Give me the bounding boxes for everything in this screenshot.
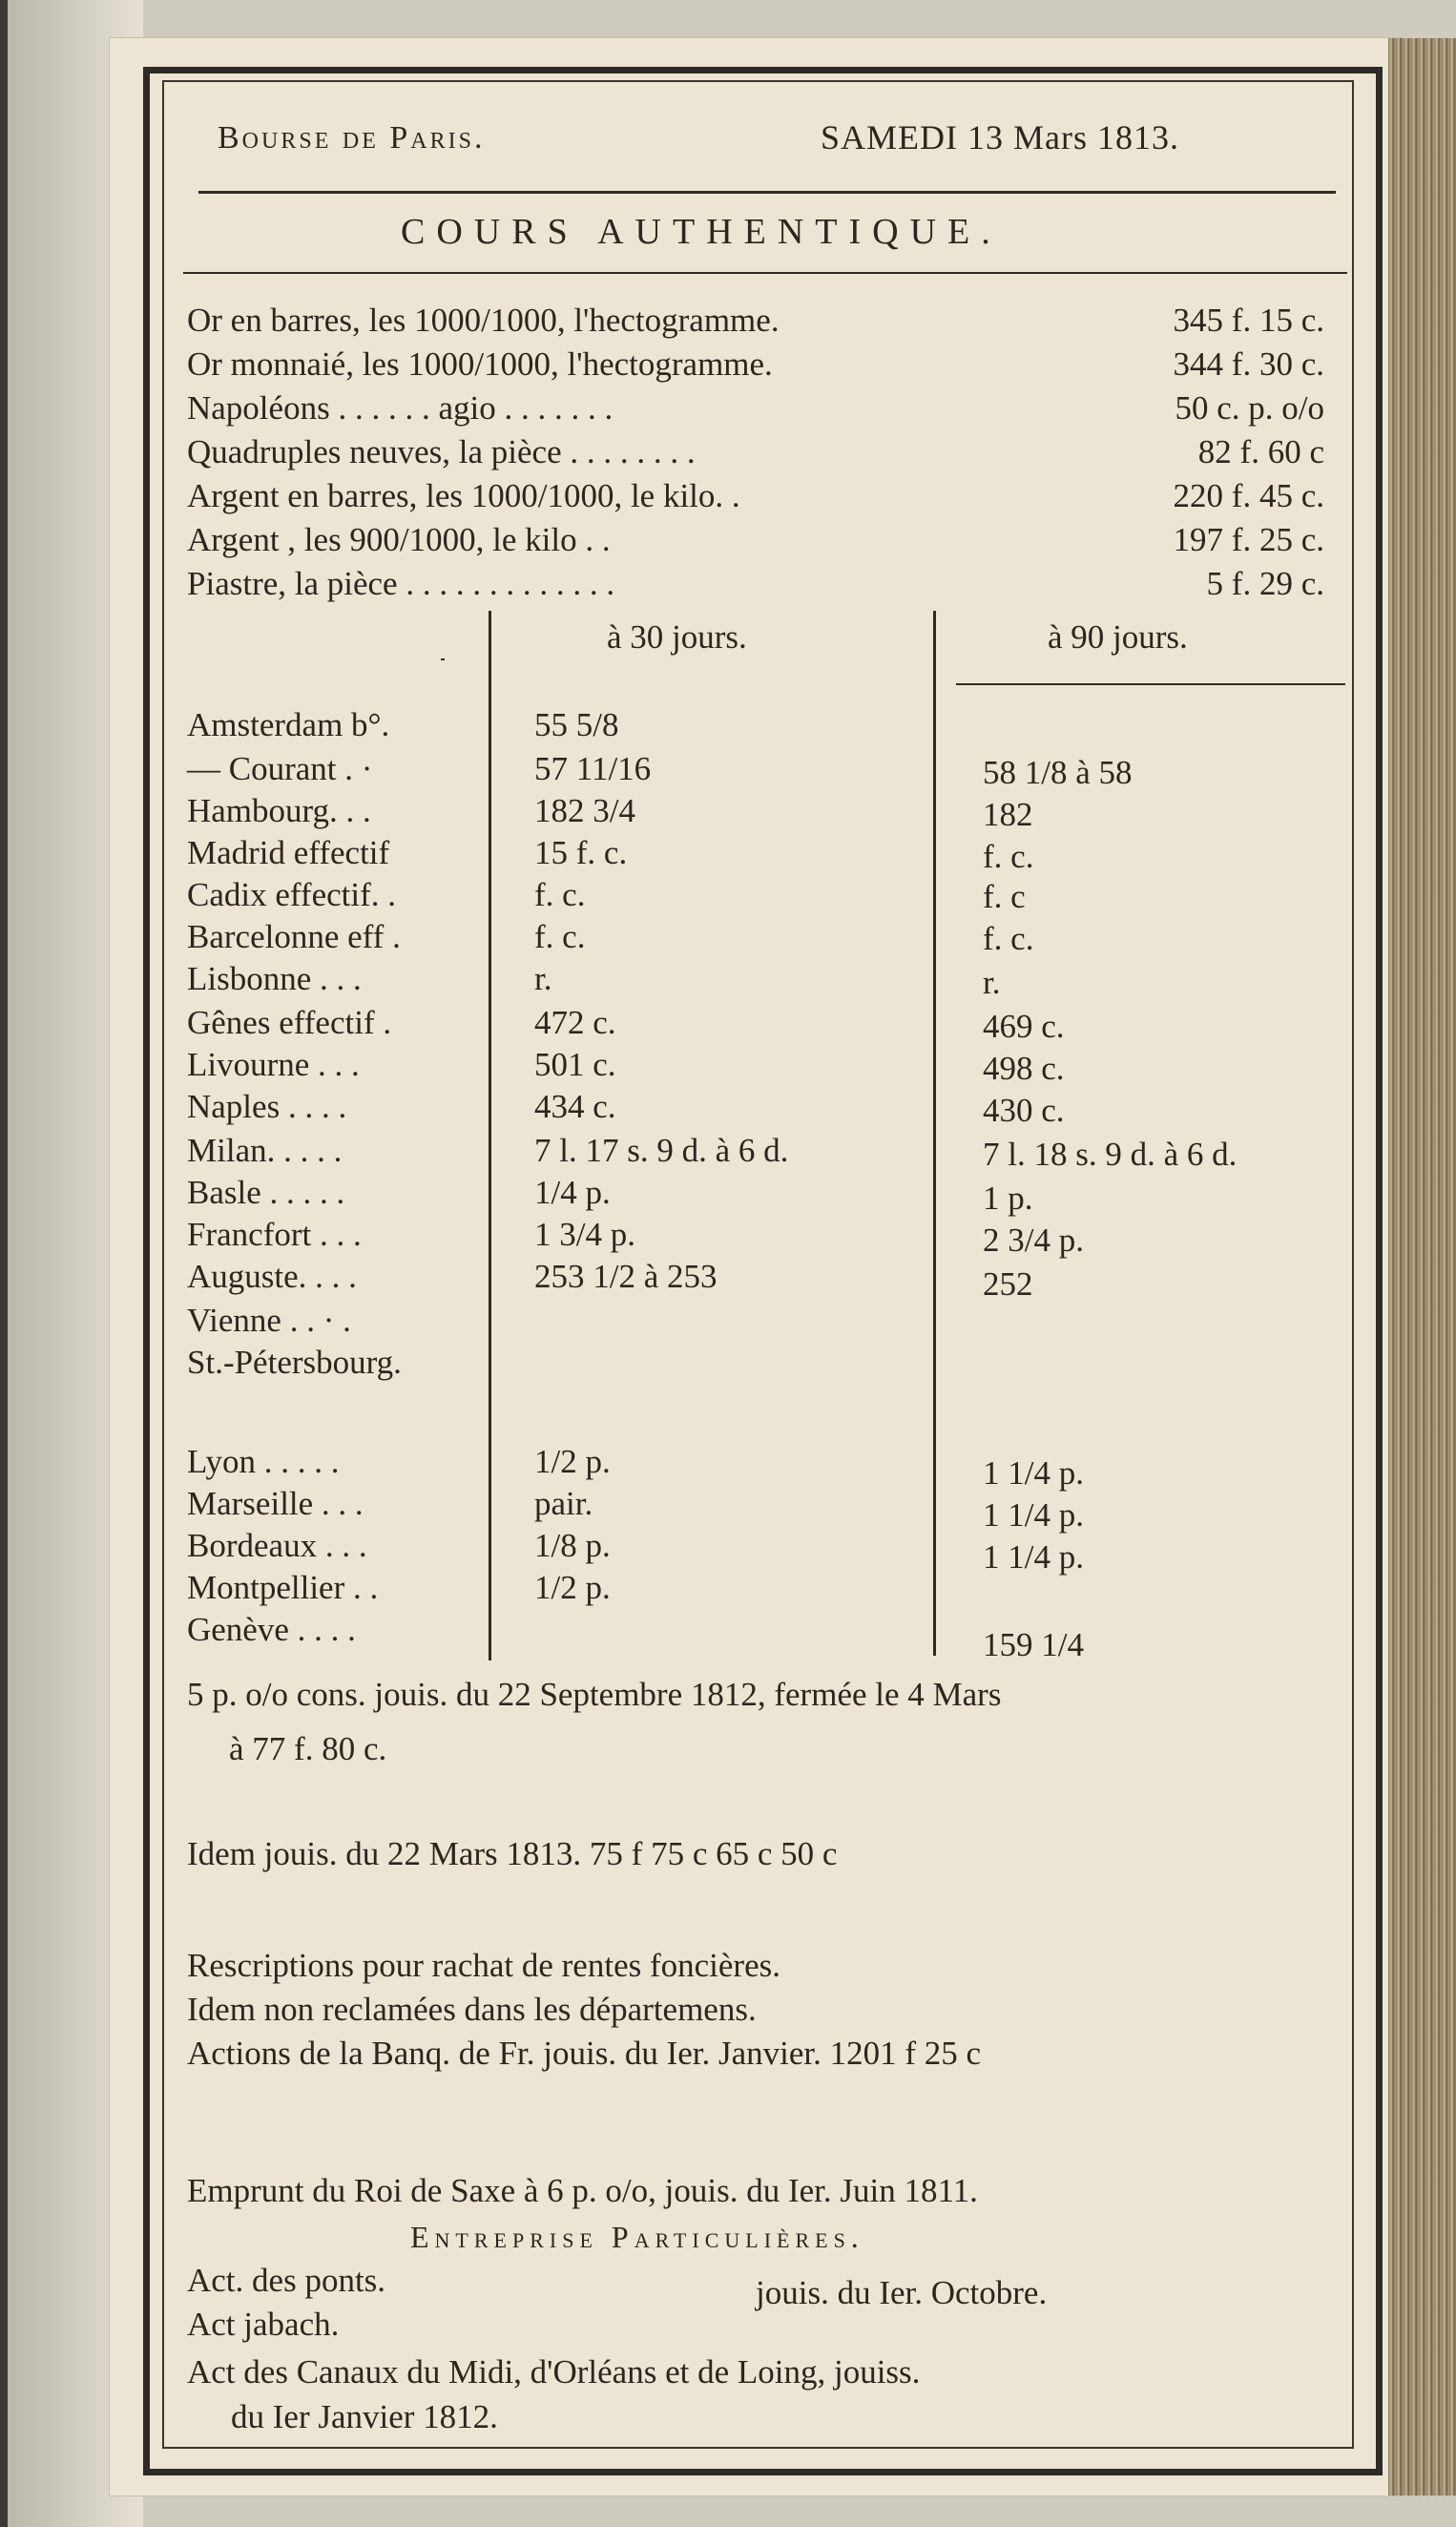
rescriptions-line-1: Rescriptions pour rachat de rentes foncières.: [187, 1947, 780, 1984]
ponts-line: Act. des ponts.: [187, 2262, 386, 2299]
exchange-90-days: 1 p.: [983, 1180, 1033, 1217]
exchange-30-days: 434 c.: [534, 1088, 616, 1125]
exchange-90-days: 58 1/8 à 58: [983, 754, 1133, 791]
exchange-30-days: f. c.: [534, 876, 586, 913]
exchange-90-days: 7 l. 18 s. 9 d. à 6 d.: [983, 1136, 1238, 1173]
table-divider-right: [933, 611, 936, 1656]
rentes-line-3: Idem jouis. du 22 Mars 1813. 75 f 75 c 65 c 50 c: [187, 1835, 838, 1872]
rescriptions-line-2: Idem non reclamées dans les départemens.: [187, 1991, 757, 2028]
rule-stub: [441, 658, 445, 660]
exchange-place: Milan. . . . .: [187, 1132, 343, 1169]
exchange-30-days: 1/8 p.: [534, 1527, 611, 1564]
rule-header: [198, 191, 1336, 194]
rentes-line-1: 5 p. o/o cons. jouis. du 22 Septembre 1812, fermée le 4 Mars: [187, 1676, 1002, 1713]
exchange-place: Bordeaux . . .: [187, 1527, 367, 1564]
metal-label: Or en barres, les 1000/1000, l'hectogramme.: [187, 302, 780, 339]
header-left: Bourse de Paris.: [218, 120, 486, 156]
exchange-place: Francfort . . .: [187, 1216, 362, 1253]
exchange-90-days: 1 1/4 p.: [983, 1538, 1084, 1576]
exchange-30-days: 1/2 p.: [534, 1569, 611, 1606]
exchange-place: Naples . . . .: [187, 1088, 347, 1125]
exchange-place: Genève . . . .: [187, 1611, 356, 1648]
canaux-line: Act des Canaux du Midi, d'Orléans et de Loing, jouiss.: [187, 2353, 921, 2391]
rule-title: [183, 272, 1347, 274]
metal-label: Piastre, la pièce . . . . . . . . . . . . .: [187, 565, 615, 602]
exchange-place: Basle . . . . .: [187, 1174, 345, 1211]
exchange-90-days: 1 1/4 p.: [983, 1454, 1084, 1492]
exchange-90-days: f. c.: [983, 838, 1034, 875]
exchange-90-days: f. c.: [983, 920, 1034, 957]
exchange-place: Vienne . . · .: [187, 1302, 351, 1339]
exchange-30-days: f. c.: [534, 918, 586, 955]
metal-label: Or monnaié, les 1000/1000, l'hectogramme.: [187, 345, 773, 383]
exchange-90-days: 2 3/4 p.: [983, 1222, 1084, 1259]
exchange-90-days: 469 c.: [983, 1008, 1065, 1045]
exchange-place: Marseille . . .: [187, 1485, 364, 1522]
page-edges: [1388, 38, 1456, 2496]
metal-value: 345 f. 15 c.: [1173, 302, 1324, 339]
exchange-place: St.-Pétersbourg.: [187, 1344, 402, 1381]
metal-label: Argent en barres, les 1000/1000, le kilo. .: [187, 477, 740, 514]
metal-value: 82 f. 60 c: [1197, 433, 1324, 470]
exchange-place: Hambourg. . .: [187, 792, 371, 829]
exchange-30-days: 1/4 p.: [534, 1174, 611, 1211]
canaux-line-2: du Ier Janvier 1812.: [231, 2398, 498, 2435]
exchange-place: Livourne . . .: [187, 1046, 360, 1083]
exchange-30-days: 7 l. 17 s. 9 d. à 6 d.: [534, 1132, 789, 1169]
exchange-90-days: f. c: [983, 878, 1026, 915]
rescriptions-line-3: Actions de la Banq. de Fr. jouis. du Ier. Janvier. 1201 f 25 c: [187, 2035, 982, 2072]
exchange-90-days: 252: [983, 1265, 1033, 1303]
exchange-90-days: r.: [983, 964, 1001, 1001]
entreprises-heading: Entreprise Particulières.: [410, 2220, 864, 2254]
exchange-90-days: 1 1/4 p.: [983, 1496, 1084, 1534]
exchange-place: Lisbonne . . .: [187, 960, 362, 997]
exchange-30-days: 253 1/2 à 253: [534, 1258, 718, 1295]
exchange-30-days: 472 c.: [534, 1004, 616, 1041]
exchange-place: Gênes effectif .: [187, 1004, 392, 1041]
exchange-90-days: 498 c.: [983, 1050, 1065, 1087]
exchange-30-days: 15 f. c.: [534, 834, 628, 871]
exchange-90-days: 159 1/4: [983, 1626, 1084, 1663]
col-header-90: à 90 jours.: [1048, 618, 1188, 656]
exchange-place: — Courant . ·: [187, 750, 373, 787]
header-date: SAMEDI 13 Mars 1813.: [821, 118, 1179, 157]
metal-value: 5 f. 29 c.: [1206, 565, 1324, 602]
emprunt-line: Emprunt du Roi de Saxe à 6 p. o/o, jouis. du Ier. Juin 1811.: [187, 2172, 978, 2209]
exchange-place: Lyon . . . . .: [187, 1443, 340, 1480]
exchange-place: Barcelonne eff .: [187, 918, 401, 955]
metal-value: 220 f. 45 c.: [1173, 477, 1324, 514]
metal-value: 50 c. p. o/o: [1175, 389, 1324, 427]
exchange-30-days: 55 5/8: [534, 706, 619, 743]
metal-value: 197 f. 25 c.: [1173, 521, 1324, 558]
exchange-place: Cadix effectif. .: [187, 876, 396, 913]
jabach-line: Act jabach.: [187, 2306, 340, 2343]
exchange-place: Amsterdam b°.: [187, 706, 390, 743]
page-title: COURS AUTHENTIQUE.: [401, 212, 1002, 252]
exchange-90-days: 430 c.: [983, 1092, 1065, 1129]
exchange-place: Auguste. . . .: [187, 1258, 357, 1295]
exchange-30-days: 501 c.: [534, 1046, 616, 1083]
exchange-30-days: 1/2 p.: [534, 1443, 611, 1480]
ponts-jouis: jouis. du Ier. Octobre.: [756, 2274, 1048, 2311]
metal-label: Argent , les 900/1000, le kilo . .: [187, 521, 611, 558]
table-divider-left: [489, 611, 491, 1660]
exchange-place: Madrid effectif: [187, 834, 390, 871]
exchange-90-days: 182: [983, 796, 1033, 833]
rule-col-90: [956, 683, 1345, 685]
exchange-30-days: 182 3/4: [534, 792, 635, 829]
rentes-line-2: à 77 f. 80 c.: [229, 1730, 387, 1767]
binding-edge: [0, 0, 8, 2527]
exchange-30-days: 57 11/16: [534, 750, 652, 787]
metal-value: 344 f. 30 c.: [1173, 345, 1324, 383]
exchange-30-days: r.: [534, 960, 552, 997]
exchange-place: Montpellier . .: [187, 1569, 379, 1606]
exchange-30-days: 1 3/4 p.: [534, 1216, 635, 1253]
metal-label: Napoléons . . . . . . agio . . . . . . .: [187, 389, 614, 427]
exchange-30-days: pair.: [534, 1485, 593, 1522]
col-header-30: à 30 jours.: [607, 618, 747, 656]
metal-label: Quadruples neuves, la pièce . . . . . . . .: [187, 433, 696, 470]
